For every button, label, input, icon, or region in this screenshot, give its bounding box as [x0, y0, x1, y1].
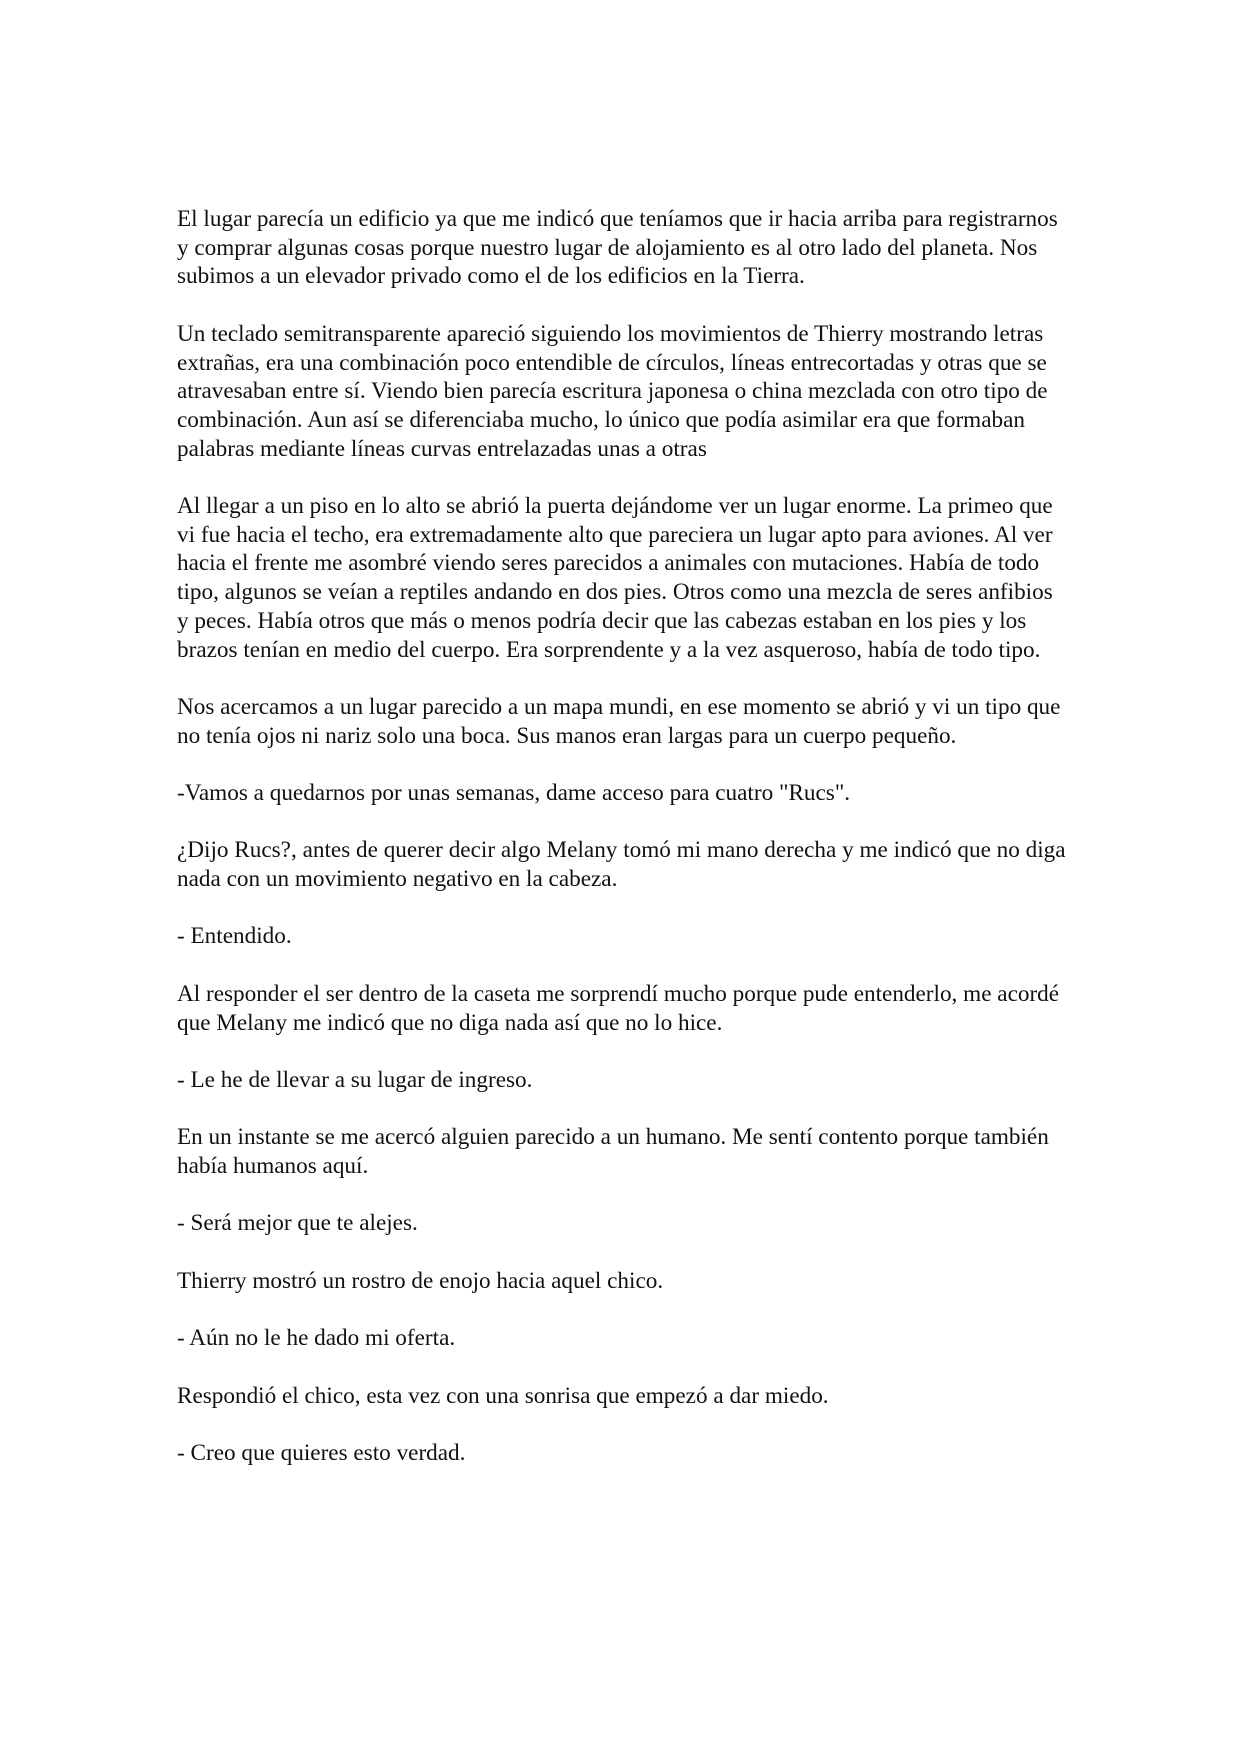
paragraph: En un instante se me acercó alguien parecido a un humano. Me sentí contento porque también había humanos aquí. — [177, 1124, 1049, 1180]
dialogue-line: - Le he de llevar a su lugar de ingreso. — [177, 1066, 533, 1093]
dialogue-line: - Entendido. — [177, 923, 292, 950]
paragraph: Un teclado semitransparente apareció siguiendo los movimientos de Thierry mostrando letras extrañas, era una combinación poco entendible de círculos, líneas entrecortadas y otras que se atravesaban entre sí. Viendo bien parecía escritura japonesa o china mezclada con otro tipo de combinación. Aun así se diferenciaba mucho, lo único que podía asimilar era que formaban palabras mediante líneas curvas entrelazadas unas a otras — [177, 320, 1048, 462]
paragraph: ¿Dijo Rucs?, antes de querer decir algo Melany tomó mi mano derecha y me indicó que no diga nada con un movimiento negativo en la cabeza. — [177, 837, 1066, 893]
body-text — [177, 205, 1067, 1496]
paragraph: Al responder el ser dentro de la caseta me sorprendí mucho porque pude entenderlo, me acordé que Melany me indicó que no diga nada así que no lo hice. — [177, 980, 1060, 1036]
paragraph: Nos acercamos a un lugar parecido a un mapa mundi, en ese momento se abrió y vi un tipo que no tenía ojos ni nariz solo una boca. Sus manos eran largas para un cuerpo pequeño. — [177, 693, 1061, 749]
paragraph: El lugar parecía un edificio ya que me indicó que teníamos que ir hacia arriba para registrarnos y comprar algunas cosas porque nuestro lugar de alojamiento es al otro lado del planeta. Nos subimos a un elevador privado como el de los edificios en la Tierra. — [177, 206, 1058, 290]
dialogue-line: -Vamos a quedarnos por unas semanas, dame acceso para cuatro "Rucs". — [177, 780, 851, 806]
paragraph: Respondió el chico, esta vez con una sonrisa que empezó a dar miedo. — [177, 1382, 829, 1409]
dialogue-line: - Creo que quieres esto verdad. — [177, 1440, 466, 1467]
paragraph: Thierry mostró un rostro de enojo hacia aquel chico. — [177, 1267, 664, 1294]
dialogue-line: - Aún no le he dado mi oferta. — [177, 1325, 456, 1352]
paragraph: Al llegar a un piso en lo alto se abrió la puerta dejándome ver un lugar enorme. La primeo que vi fue hacia el techo, era extremadamente alto que pareciera un lugar apto para aviones. Al ver hacia el frente me asombré viendo seres parecidos a animales con mutaciones. Había de todo tipo, algunos se veían a reptiles andando en dos pies. Otros como una mezcla de seres anfibios y peces. Había otros que más o menos podría decir que las cabezas estaban en los pies y los brazos tenían en medio del cuerpo. Era sorprendente y a la vez asqueroso, había de todo tipo. — [177, 493, 1053, 663]
dialogue-line: - Será mejor que te alejes. — [177, 1210, 418, 1237]
